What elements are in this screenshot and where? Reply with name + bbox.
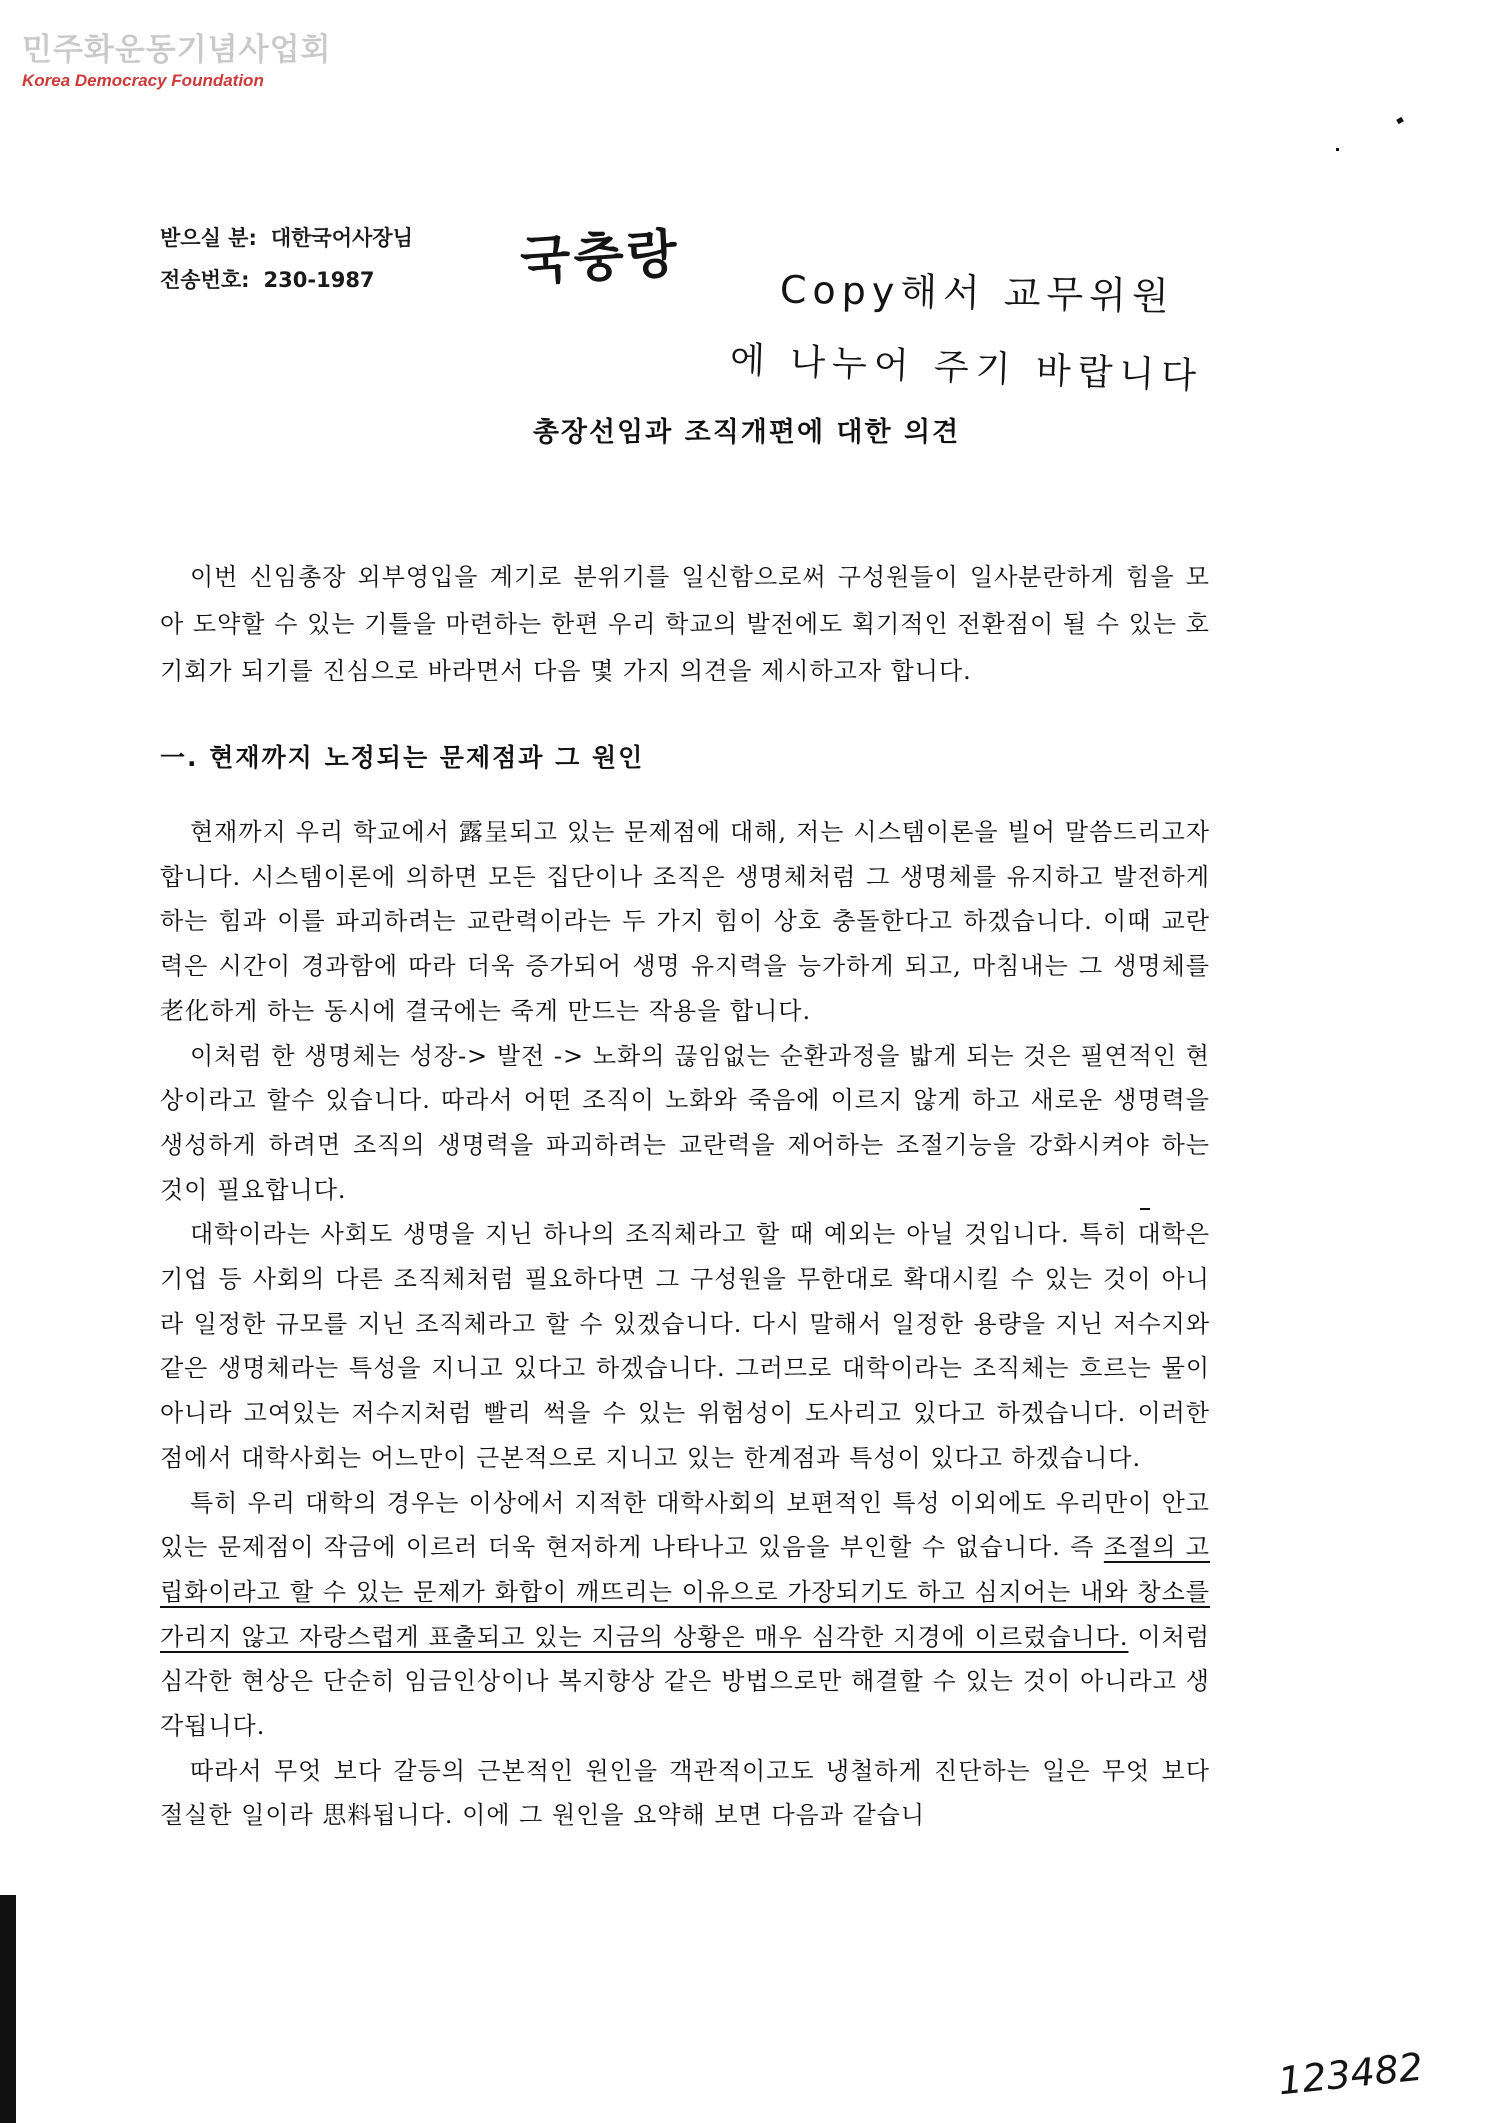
scan-speck: [1396, 117, 1404, 124]
fax-header: [160, 222, 413, 306]
watermark-korean: 민주화운동기념사업회: [22, 32, 332, 68]
scan-edge-mark: [0, 1895, 16, 2123]
recipient-value: 대한국어사장님: [270, 226, 413, 250]
body-paragraph: 현재까지 우리 학교에서 露呈되고 있는 문제점에 대해, 저는 시스템이론을 빌어 말씀드리고자 합니다. 시스템이론에 의하면 모든 집단이나 조직은 생명체처럼 그 생명체를 유지하고 발전하게 하는 힘과 이를 파괴하려는 교란력이라는 두 가지 힘이 상호 충돌한다고 하겠습니다. 이때 교란력은 시간이 경과함에 따라 더욱 증가되어 생명 유지력을 능가하게 되고, 마침내는 그 생명체를 老化하게 하는 동시에 결국에는 죽게 만드는 작용을 합니다.: [160, 818, 1210, 1025]
body-paragraph: 대학이라는 사회도 생명을 지닌 하나의 조직체라고 할 때 예외는 아닐 것입니다. 특히 대학은 기업 등 사회의 다른 조직체처럼 필요하다면 그 구성원을 무한대로 확대시킬 수 있는 것이 아니라 일정한 규모를 지닌 조직체라고 할 수 있겠습니다. 다시 말해서 일정한 용량을 지닌 저수지와 같은 생명체라는 특성을 지니고 있다고 하겠습니다. 그러므로 대학이라는 조직체는 흐르는 물이 아니라 고여있는 저수지처럼 빨리 썩을 수 있는 위험성이 도사리고 있다고 하겠습니다. 이러한 점에서 대학사회는 어느만이 근본적으로 지니고 있는 한계점과 특성이 있다고 하겠습니다.: [160, 1220, 1210, 1472]
underlined-passage: 조절의 고립화이라고 할 수 있는 문제가 화합이 깨뜨리는 이유으로 가장되기도 하고 심지어는 내와 창소를 가리지 않고 자랑스럽게 표출되고 있는 지금의 상황은 매우 심각한 지경에 이르렀습니다.: [160, 1533, 1210, 1651]
handwritten-note-line2: 에 나누어 주기 바랍니다: [729, 339, 1204, 398]
sender-label: 전송번호:: [160, 268, 250, 292]
body-paragraph: 이처럼 한 생명체는 성장-> 발전 -> 노화의 끊임없는 순환과정을 밟게 되는 것은 필연적인 현상이라고 할수 있습니다. 따라서 어떤 조직이 노화와 죽음에 이르지 않게 하고 새로운 생명력을 생성하게 하려면 조직의 생명력을 파괴하려는 교란력을 제어하는 조절기능을 강화시켜야 하는 것이 필요합니다.: [160, 1041, 1210, 1204]
body-paragraph: 따라서 무엇 보다 갈등의 근본적인 원인을 객관적이고도 냉철하게 진단하는 일은 무엇 보다 절실한 일이라 思料됩니다. 이에 그 원인을 요약해 보면 다음과 같습니: [160, 1756, 1210, 1830]
section-heading: 一. 현재까지 노정되는 문제점과 그 원인: [160, 743, 645, 772]
paragraph-text: 특히 우리 대학의 경우는 이상에서 지적한 대학사회의 보편적인 특성 이외에도 우리만이 안고 있는 문제점이 작금에 이르러 더욱 현저하게 나타나고 있음을 부인할 수 없습니다. 즉: [160, 1488, 1210, 1562]
paragraph-text-after: 이처럼 심각한 현상은 단순히 임금인상이나 복지향상 같은 방법으로만 해결할 수 있는 것이 아니라고 생각됩니다.: [160, 1622, 1210, 1741]
foundation-watermark: [22, 24, 331, 91]
watermark-english: Korea Democracy Foundation: [22, 71, 264, 90]
handwritten-signature: 국충랑: [518, 223, 682, 293]
sender-line: [160, 264, 413, 306]
handwritten-document-number: 123482: [1276, 2044, 1425, 2104]
handwritten-note-line1: Copy해서 교무위원: [779, 267, 1176, 319]
scan-speck: [1140, 1208, 1150, 1210]
recipient-line: [160, 222, 413, 264]
body-text: [160, 810, 1210, 1838]
body-paragraph-underlined: [160, 1481, 1210, 1749]
document-title: 총장선임과 조직개편에 대한 의견: [532, 417, 961, 448]
recipient-label: 받으실 분:: [160, 226, 257, 250]
intro-paragraph: 이번 신임총장 외부영입을 계기로 분위기를 일신함으로써 구성원들이 일사분란하게 힘을 모아 도약할 수 있는 기틀을 마련하는 한편 우리 학교의 발전에도 획기적인 전환점이 될 수 있는 호기회가 되기를 진심으로 바라면서 다음 몇 가지 의견을 제시하고자 합니다.: [160, 563, 1210, 685]
scan-speck: [1336, 148, 1339, 151]
sender-number: 230-1987: [263, 268, 375, 292]
